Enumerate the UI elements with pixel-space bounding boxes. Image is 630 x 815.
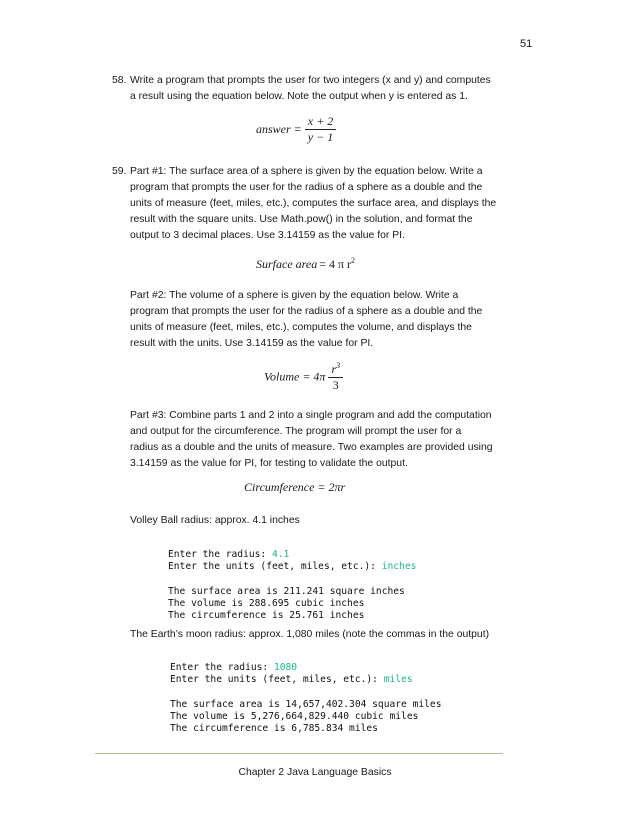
text-line: Part #2: The volume of a sphere is given by the equation below. Write a: [130, 290, 459, 301]
console-line: The surface area is 14,657,402.304 square miles: [170, 698, 442, 710]
text-line: Write a program that prompts the user for two integers (x and y) and computes: [130, 75, 491, 86]
text-line: units of measure (feet, miles, etc.), computes the surface area, and displays the: [130, 198, 497, 209]
example-1-label: Volley Ball radius: approx. 4.1 inches: [130, 515, 300, 526]
exponent: 3: [336, 361, 341, 370]
console-line: [170, 674, 441, 686]
text-line: result with the square units. Use Math.pow() in the solution, and format the: [130, 214, 473, 225]
user-input: inches: [381, 561, 417, 573]
numerator: x + 2: [307, 114, 334, 128]
console-line: The circumference is 25.761 inches: [168, 610, 365, 622]
text-line: output to 3 decimal places. Use 3.14159 as the value for PI.: [130, 230, 405, 241]
text-line: radius as a double and the units of measure. Two examples are provided using: [130, 442, 493, 453]
denominator: 3: [332, 378, 339, 392]
user-input: 1080: [273, 662, 298, 674]
question-number: 58.: [112, 75, 127, 86]
equation-lhs: Volume = 4π: [264, 369, 326, 384]
numerator-base: r: [331, 362, 337, 376]
numerator: [328, 361, 343, 377]
text-line: Part #3: Combine parts 1 and 2 into a single program and add the computation: [130, 410, 492, 421]
question-number: 59.: [112, 166, 127, 177]
text-line: 3.14159 as the value for PI, for testing to validate the output.: [130, 458, 408, 469]
console-line: [168, 561, 416, 573]
answer-equation: [256, 114, 336, 145]
user-input: 4.1: [271, 549, 290, 561]
text-line: and output for the circumference. The program will prompt the user for a: [130, 426, 462, 437]
footer-divider: [95, 753, 503, 754]
example-2-console: [170, 650, 441, 747]
console-line: [168, 549, 416, 561]
console-line: The volume is 288.695 cubic inches: [168, 597, 365, 609]
user-input: miles: [383, 674, 413, 686]
fraction: [328, 361, 343, 393]
surface-area-equation: [256, 256, 355, 272]
prompt-text: Enter the radius:: [170, 662, 274, 674]
prompt-text: Enter the radius:: [168, 549, 272, 561]
question-59-part3: [130, 408, 520, 472]
circumference-equation: Circumference = 2πr: [244, 480, 346, 494]
page-number: 51: [520, 38, 533, 50]
text-line: result with the units. Use 3.14159 as the value for PI.: [130, 338, 374, 349]
fraction: [305, 114, 336, 145]
example-1-console: [168, 537, 416, 634]
question-59-part2: [130, 288, 520, 352]
question-59-part1: [112, 164, 512, 244]
volume-equation: [264, 361, 343, 393]
equation-lhs: answer =: [256, 122, 302, 136]
example-2-label: The Earth’s moon radius: approx. 1,080 miles (note the commas in the output): [130, 629, 490, 640]
text-line: a result using the equation below. Note the output when y is entered as 1.: [130, 91, 468, 102]
exponent: 2: [351, 256, 356, 265]
console-line: The surface area is 211.241 square inches: [168, 585, 405, 597]
text-line: units of measure (feet, miles, etc.), computes the volume, and displays the: [130, 322, 472, 333]
prompt-text: Enter the units (feet, miles, etc.):: [168, 561, 382, 573]
prompt-text: Enter the units (feet, miles, etc.):: [170, 674, 384, 686]
equation-rhs: = 4 π r: [319, 257, 352, 271]
text-line: Part #1: The surface area of a sphere is given by the equation below. Write a: [130, 166, 483, 177]
footer-chapter-title: Chapter 2 Java Language Basics: [238, 767, 392, 778]
console-line: The volume is 5,276,664,829.440 cubic miles: [170, 710, 419, 722]
text-line: program that prompts the user for the radius of a sphere as a double and the: [130, 306, 483, 317]
denominator: y − 1: [307, 130, 334, 144]
equation-lhs: Surface area: [256, 257, 318, 271]
console-line: [170, 662, 441, 674]
console-line: The circumference is 6,785.834 miles: [170, 723, 378, 735]
text-line: program that prompts the user for the radius of a sphere as a double and the: [130, 182, 483, 193]
question-58: [112, 73, 512, 105]
